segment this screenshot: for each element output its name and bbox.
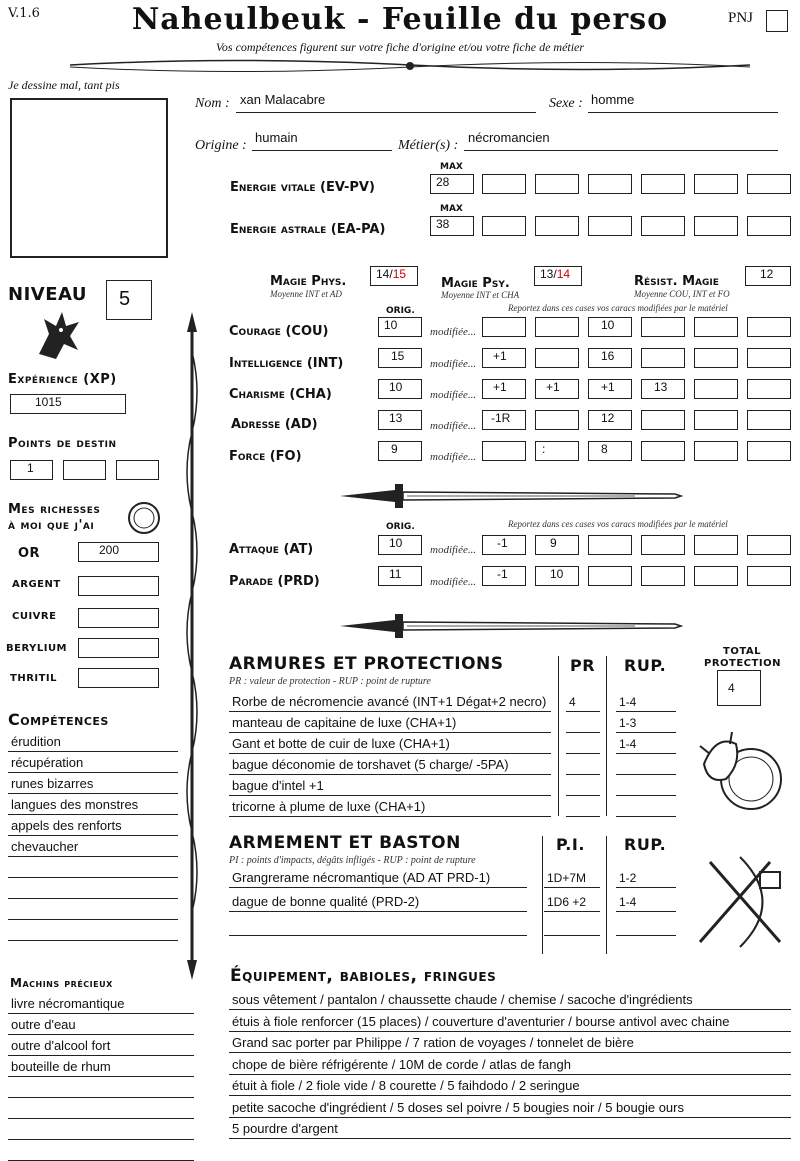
cou-mod-3[interactable]: 10 <box>588 317 632 337</box>
portrait-box[interactable] <box>10 98 168 258</box>
ea-box-4[interactable] <box>588 216 632 236</box>
prd-mod-4[interactable] <box>641 566 685 586</box>
prd-orig-box[interactable]: 11 <box>378 566 422 586</box>
arme-pi[interactable]: 1D+7M <box>544 868 600 888</box>
richesses-label-1: Mes richesses <box>8 502 101 517</box>
fo-mod-4[interactable] <box>641 441 685 461</box>
ornament-divider <box>60 54 760 76</box>
ev-box-6[interactable] <box>694 174 738 194</box>
staff-ornament <box>180 312 204 980</box>
cou-orig-box[interactable]: 10 <box>378 317 422 337</box>
int-modif-label: modifiée... <box>430 358 477 370</box>
armement-col-divider-1 <box>542 836 543 954</box>
prd-mod-2[interactable]: 10 <box>535 566 579 586</box>
precieux-item[interactable]: outre d'alcool fort <box>8 1036 194 1056</box>
ad-mod-2[interactable] <box>535 410 579 430</box>
helmet-shield-icon <box>696 724 786 814</box>
portrait-label: Je dessine mal, tant pis <box>8 78 120 92</box>
competence-item[interactable]: chevaucher <box>8 837 178 857</box>
destin-label: Points de destin <box>8 436 117 451</box>
arme-name[interactable] <box>229 916 527 936</box>
or-label: OR <box>18 546 41 561</box>
ev-label: Energie vitale (EV-PV) <box>230 180 375 195</box>
ev-max-label: MAX <box>440 162 463 172</box>
cou-mod-2[interactable] <box>535 317 579 337</box>
at-mod-2[interactable]: 9 <box>535 535 579 555</box>
ev-box-5[interactable] <box>641 174 685 194</box>
ea-box-7[interactable] <box>747 216 791 236</box>
ea-box-6[interactable] <box>694 216 738 236</box>
cuivre-label: CUIVRE <box>12 611 57 622</box>
argent-label: ARGENT <box>12 579 61 590</box>
combat-note: Reportez dans ces cases vos caracs modifiées par le matériel <box>508 519 728 529</box>
armure-pr[interactable] <box>566 776 600 796</box>
competence-item[interactable]: runes bizarres <box>8 774 178 794</box>
fo-orig-box[interactable]: 9 <box>378 441 422 461</box>
destin-box-1[interactable]: 1 <box>10 460 53 480</box>
arme-pi[interactable] <box>544 916 600 936</box>
sword-icon <box>335 608 685 644</box>
prd-mod-1[interactable]: -1 <box>482 566 526 586</box>
destin-box-2[interactable] <box>63 460 106 480</box>
metier-field[interactable]: nécromancien <box>468 130 550 145</box>
dragon-icon <box>34 304 84 364</box>
ev-box-4[interactable] <box>588 174 632 194</box>
ad-modif-label: modifiée... <box>430 420 477 432</box>
competence-item[interactable] <box>8 879 178 899</box>
armure-name[interactable]: manteau de capitaine de luxe (CHA+1) <box>229 713 551 733</box>
ev-box-2[interactable] <box>482 174 526 194</box>
armure-rup[interactable]: 1-4 <box>616 692 676 712</box>
version-label: V.1.6 <box>8 6 40 21</box>
origine-label: Origine : <box>195 138 247 153</box>
magie-psy-note: Moyenne INT et CHA <box>441 290 520 300</box>
ea-max-label: MAX <box>440 204 463 214</box>
int-mod-1[interactable]: +1 <box>482 348 526 368</box>
competence-item[interactable]: langues des monstres <box>8 795 178 815</box>
armure-name[interactable]: bague d'intel +1 <box>229 776 551 796</box>
origine-line <box>252 150 392 151</box>
competence-item[interactable]: érudition <box>8 732 178 752</box>
resist-magie-box[interactable]: 12 <box>745 266 791 286</box>
metier-line <box>464 150 778 151</box>
metier-label: Métier(s) : <box>398 138 459 153</box>
sexe-line <box>588 112 778 113</box>
cha-label: Charisme (CHA) <box>229 387 332 402</box>
armures-col-divider-1 <box>558 656 559 816</box>
cha-mod-1[interactable]: +1 <box>482 379 526 399</box>
magie-psy-value: 13/ <box>540 267 557 281</box>
int-mod-6[interactable] <box>747 348 791 368</box>
competence-item[interactable]: récupération <box>8 753 178 773</box>
int-label: Intelligence (INT) <box>229 356 344 371</box>
magie-phys-value: 14/ <box>376 267 393 281</box>
armure-pr[interactable] <box>566 713 600 733</box>
equipement-line[interactable]: étuit à fiole / 2 fiole vide / 8 courette / 5 faihdodo / 2 seringue <box>229 1076 791 1096</box>
nom-field[interactable]: xan Malacabre <box>240 92 326 107</box>
arme-name[interactable]: Grangrerame nécromantique (AD AT PRD-1) <box>229 868 527 888</box>
armure-pr[interactable] <box>566 734 600 754</box>
precieux-item[interactable] <box>8 1078 194 1098</box>
total-protection-box[interactable]: 4 <box>717 670 761 706</box>
competence-item[interactable] <box>8 858 178 878</box>
competence-item[interactable]: appels des renforts <box>8 816 178 836</box>
precieux-item[interactable] <box>8 1099 194 1119</box>
armement-title: ARMEMENT ET BASTON <box>229 833 461 853</box>
pnj-checkbox[interactable] <box>766 10 788 32</box>
armure-pr[interactable] <box>566 755 600 775</box>
magie-psy-label: Magie Psy. <box>441 276 510 291</box>
thritil-label: THRITIL <box>10 673 58 684</box>
armure-rup[interactable] <box>616 797 676 817</box>
or-box[interactable]: 200 <box>78 542 159 562</box>
cou-modif-label: modifiée... <box>430 326 477 338</box>
pnj-label: PNJ <box>728 10 754 26</box>
ad-mod-3[interactable]: 12 <box>588 410 632 430</box>
at-mod-5[interactable] <box>694 535 738 555</box>
destin-box-3[interactable] <box>116 460 159 480</box>
equipement-line[interactable]: Grand sac porter par Philippe / 7 ration de voyages / tonnelet de bière <box>229 1033 791 1053</box>
competence-item[interactable] <box>8 921 178 941</box>
armement-note: PI : points d'impacts, dégâts infligés - RUP : point de rupture <box>229 855 476 866</box>
cha-mod-4[interactable]: 13 <box>641 379 685 399</box>
carac-orig-label: ORIG. <box>386 306 415 316</box>
cha-orig-box[interactable]: 10 <box>378 379 422 399</box>
armement-col-divider-2 <box>606 836 607 954</box>
precieux-item[interactable]: bouteille de rhum <box>8 1057 194 1077</box>
prd-mod-6[interactable] <box>747 566 791 586</box>
equipement-line[interactable]: 5 pourdre d'argent <box>229 1119 791 1139</box>
carac-note: Reportez dans ces cases vos caracs modifiées par le matériel <box>508 303 728 313</box>
cha-mod-5[interactable] <box>694 379 738 399</box>
weapons-icon <box>690 852 790 952</box>
competence-item[interactable] <box>8 900 178 920</box>
cha-mod-6[interactable] <box>747 379 791 399</box>
armure-name[interactable]: Rorbe de nécromencie avancé (INT+1 Dégat+2 necro) <box>229 692 551 712</box>
ea-max-box[interactable]: 38 <box>430 216 474 236</box>
fo-mod-2[interactable]: : <box>535 441 579 461</box>
ea-box-5[interactable] <box>641 216 685 236</box>
ev-box-7[interactable] <box>747 174 791 194</box>
ev-box-3[interactable] <box>535 174 579 194</box>
equipement-line[interactable]: sous vêtement / pantalon / chaussette chaude / chemise / sacoche d'ingrédients <box>229 990 791 1010</box>
richesses-label-2: à moi que j'ai <box>8 518 95 533</box>
fo-mod-5[interactable] <box>694 441 738 461</box>
magie-psy-box[interactable] <box>534 266 582 286</box>
sword-icon <box>335 478 685 514</box>
niveau-label: NIVEAU <box>8 284 87 305</box>
ev-max-box[interactable]: 28 <box>430 174 474 194</box>
magie-phys-box[interactable] <box>370 266 418 286</box>
magie-phys-note: Moyenne INT et AD <box>270 289 342 299</box>
thritil-box[interactable] <box>78 668 159 688</box>
fo-label: Force (FO) <box>229 449 302 464</box>
precieux-item[interactable] <box>8 1120 194 1140</box>
equipement-line[interactable]: étuis à fiole renforcer (15 places) / couverture d'aventurier / bourse antivol avec chaine <box>229 1012 791 1032</box>
armures-col-divider-2 <box>606 656 607 816</box>
armure-pr[interactable]: 4 <box>566 692 600 712</box>
cou-mod-6[interactable] <box>747 317 791 337</box>
page-title: Naheulbeuk - Feuille du perso <box>131 2 669 37</box>
at-modif-label: modifiée... <box>430 544 477 556</box>
arme-name[interactable]: dague de bonne qualité (PRD-2) <box>229 892 527 912</box>
pr-header: PR <box>570 656 596 675</box>
at-label: Attaque (AT) <box>229 542 314 557</box>
niveau-box[interactable]: 5 <box>106 280 152 320</box>
equipement-line[interactable]: chope de bière réfrigérente / 10M de corde / atlas de fangh <box>229 1055 791 1075</box>
precieux-item[interactable]: livre nécromantique <box>8 994 194 1014</box>
xp-box[interactable]: 1015 <box>10 394 126 414</box>
ad-mod-1[interactable]: -1R <box>482 410 526 430</box>
cha-modif-label: modifiée... <box>430 389 477 401</box>
precieux-item[interactable] <box>8 1141 194 1161</box>
sexe-field[interactable]: homme <box>591 92 635 107</box>
nom-label: Nom : <box>195 96 230 111</box>
berylium-box[interactable] <box>78 638 159 658</box>
armures-note: PR : valeur de protection - RUP : point de rupture <box>229 676 431 687</box>
coin-icon <box>126 500 162 536</box>
equipement-line[interactable]: petite sacoche d'ingrédient / 5 doses sel poivre / 5 bougies noir / 5 bougie ours <box>229 1098 791 1118</box>
cou-mod-1[interactable] <box>482 317 526 337</box>
at-orig-box[interactable]: 10 <box>378 535 422 555</box>
arme-pi[interactable]: 1D6 +2 <box>544 892 600 912</box>
pi-header: P.I. <box>556 835 585 854</box>
armure-rup[interactable] <box>616 755 676 775</box>
competences-title: Compétences <box>8 710 109 729</box>
armures-title: ARMURES ET PROTECTIONS <box>229 654 504 674</box>
origine-field[interactable]: humain <box>255 130 298 145</box>
ad-mod-4[interactable] <box>641 410 685 430</box>
nom-line <box>236 112 536 113</box>
armure-name[interactable]: tricorne à plume de luxe (CHA+1) <box>229 797 551 817</box>
ad-mod-5[interactable] <box>694 410 738 430</box>
armure-rup[interactable]: 1-3 <box>616 713 676 733</box>
ad-mod-6[interactable] <box>747 410 791 430</box>
fo-mod-3[interactable]: 8 <box>588 441 632 461</box>
at-mod-4[interactable] <box>641 535 685 555</box>
prd-label: Parade (PRD) <box>229 574 320 589</box>
armure-rup[interactable] <box>616 776 676 796</box>
ad-label: Adresse (AD) <box>231 417 318 432</box>
combat-orig-label: ORIG. <box>386 522 415 532</box>
int-mod-2[interactable] <box>535 348 579 368</box>
at-mod-1[interactable]: -1 <box>482 535 526 555</box>
int-mod-3[interactable]: 16 <box>588 348 632 368</box>
at-mod-6[interactable] <box>747 535 791 555</box>
berylium-label: BERYLIUM <box>6 643 68 654</box>
cou-mod-5[interactable] <box>694 317 738 337</box>
ea-label: Energie astrale (EA-PA) <box>230 222 386 237</box>
xp-label: Expérience (XP) <box>8 372 117 387</box>
magie-phys-label: Magie Phys. <box>270 274 347 289</box>
subtitle: Vos compétences figurent sur votre fiche d'origine et/ou votre fiche de métier <box>215 40 585 54</box>
cuivre-box[interactable] <box>78 608 159 628</box>
ad-orig-box[interactable]: 13 <box>378 410 422 430</box>
precieux-item[interactable]: outre d'eau <box>8 1015 194 1035</box>
cha-mod-3[interactable]: +1 <box>588 379 632 399</box>
prd-mod-5[interactable] <box>694 566 738 586</box>
cha-mod-2[interactable]: +1 <box>535 379 579 399</box>
arme-rup[interactable]: 1-2 <box>616 868 676 888</box>
precieux-title: Machins précieux <box>10 976 113 990</box>
magie-phys-max: 15 <box>392 267 407 281</box>
equipement-title: Équipement, babioles, fringues <box>230 966 497 986</box>
int-mod-5[interactable] <box>694 348 738 368</box>
armement-rup-header: RUP. <box>624 835 667 854</box>
prd-modif-label: modifiée... <box>430 576 477 588</box>
int-mod-4[interactable] <box>641 348 685 368</box>
arme-rup[interactable] <box>616 916 676 936</box>
sexe-label: Sexe : <box>549 96 583 111</box>
at-mod-3[interactable] <box>588 535 632 555</box>
armure-name[interactable]: Gant et botte de cuir de luxe (CHA+1) <box>229 734 551 754</box>
fo-modif-label: modifiée... <box>430 451 477 463</box>
fo-mod-6[interactable] <box>747 441 791 461</box>
armure-name[interactable]: bague déconomie de torshavet (5 charge/ -5PA) <box>229 755 551 775</box>
armure-pr[interactable] <box>566 797 600 817</box>
magie-psy-max: 14 <box>556 267 571 281</box>
total-protection-label: TOTAL PROTECTION <box>704 646 781 669</box>
fo-mod-1[interactable] <box>482 441 526 461</box>
ea-box-3[interactable] <box>535 216 579 236</box>
arme-rup[interactable]: 1-4 <box>616 892 676 912</box>
int-orig-box[interactable]: 15 <box>378 348 422 368</box>
cou-mod-4[interactable] <box>641 317 685 337</box>
argent-box[interactable] <box>78 576 159 596</box>
ea-box-2[interactable] <box>482 216 526 236</box>
resist-magie-note: Moyenne COU, INT et FO <box>634 289 730 299</box>
resist-magie-label: Résist. Magie <box>634 274 719 289</box>
armure-rup[interactable]: 1-4 <box>616 734 676 754</box>
prd-mod-3[interactable] <box>588 566 632 586</box>
rup-header: RUP. <box>624 656 667 675</box>
cou-label: Courage (COU) <box>229 324 329 339</box>
